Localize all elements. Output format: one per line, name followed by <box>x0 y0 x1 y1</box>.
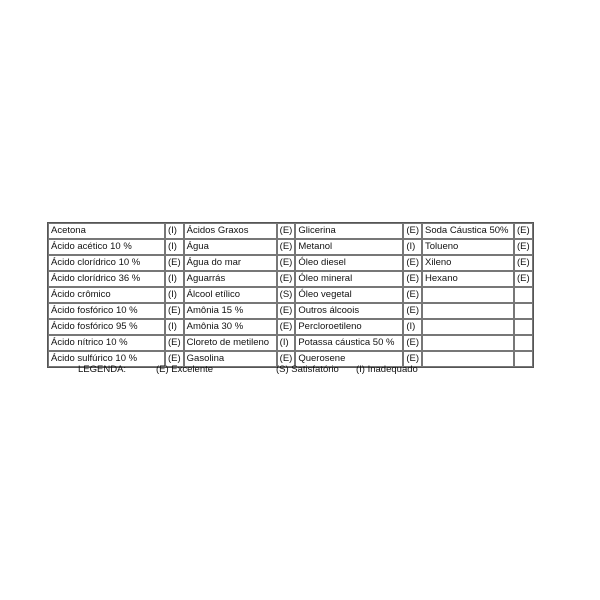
resistance-rating-cell: (E) <box>165 335 184 351</box>
chemical-name-cell: Ácido fosfórico 10 % <box>48 303 165 319</box>
chemical-name-cell: Hexano <box>422 271 514 287</box>
resistance-rating-cell: (E) <box>277 223 296 239</box>
resistance-rating-cell: (E) <box>277 319 296 335</box>
resistance-rating-cell: (E) <box>277 255 296 271</box>
resistance-rating-cell: (I) <box>165 239 184 255</box>
resistance-rating-cell: (E) <box>403 303 422 319</box>
table-row <box>48 239 533 255</box>
chemical-name-cell: Cloreto de metileno <box>184 335 277 351</box>
resistance-rating-cell: (E) <box>514 271 533 287</box>
chemical-name-cell: Acetona <box>48 223 165 239</box>
resistance-rating-cell: (E) <box>165 303 184 319</box>
resistance-rating-cell: (E) <box>165 255 184 271</box>
table-row <box>48 255 533 271</box>
table-row <box>48 287 533 303</box>
resistance-rating-cell: (E) <box>514 255 533 271</box>
table-row <box>48 271 533 287</box>
chemical-name-cell: Óleo mineral <box>295 271 403 287</box>
resistance-rating-cell: (E) <box>514 239 533 255</box>
resistance-rating-cell: (I) <box>165 319 184 335</box>
chemical-name-cell: Água do mar <box>184 255 277 271</box>
resistance-rating-cell <box>514 351 533 367</box>
resistance-rating-cell: (E) <box>514 223 533 239</box>
resistance-rating-cell: (E) <box>277 303 296 319</box>
chemical-name-cell <box>422 287 514 303</box>
chemical-name-cell: Tolueno <box>422 239 514 255</box>
resistance-rating-cell: (I) <box>403 239 422 255</box>
chemical-name-cell: Xileno <box>422 255 514 271</box>
resistance-rating-cell <box>514 335 533 351</box>
chemical-resistance-table <box>47 222 534 368</box>
resistance-rating-cell: (E) <box>403 351 422 367</box>
resistance-rating-cell <box>514 287 533 303</box>
chemical-name-cell: Glicerina <box>295 223 403 239</box>
chemical-name-cell <box>422 319 514 335</box>
resistance-rating-cell: (E) <box>403 223 422 239</box>
resistance-rating-cell: (I) <box>165 287 184 303</box>
chemical-name-cell: Ácido clorídrico 10 % <box>48 255 165 271</box>
legend-title: LEGENDA: <box>78 364 127 375</box>
resistance-rating-cell: (E) <box>277 271 296 287</box>
legend-satisfatorio: (S) Satisfatório <box>276 364 339 375</box>
chemical-name-cell: Óleo diesel <box>295 255 403 271</box>
chemical-name-cell: Outros álcoois <box>295 303 403 319</box>
chemical-name-cell: Aguarrás <box>184 271 277 287</box>
chemical-name-cell: Ácido sulfúrico 10 % <box>48 351 165 367</box>
chemical-name-cell: Gasolina <box>184 351 277 367</box>
chemical-name-cell: Óleo vegetal <box>295 287 403 303</box>
chemical-name-cell: Percloroetileno <box>295 319 403 335</box>
resistance-rating-cell <box>514 319 533 335</box>
chemical-name-cell <box>422 303 514 319</box>
resistance-rating-cell: (E) <box>403 255 422 271</box>
resistance-rating-cell: (S) <box>277 287 296 303</box>
chemical-name-cell: Soda Cáustica 50% <box>422 223 514 239</box>
chemical-name-cell: Metanol <box>295 239 403 255</box>
resistance-rating-cell: (I) <box>403 319 422 335</box>
resistance-rating-cell: (E) <box>277 239 296 255</box>
chemical-name-cell <box>422 351 514 367</box>
chemical-name-cell: Ácido clorídrico 36 % <box>48 271 165 287</box>
table-row <box>48 303 533 319</box>
chemical-name-cell: Amônia 15 % <box>184 303 277 319</box>
table-row <box>48 223 533 239</box>
chemical-name-cell: Ácido crômico <box>48 287 165 303</box>
chemical-name-cell: Potassa cáustica 50 % <box>295 335 403 351</box>
resistance-rating-cell: (I) <box>165 271 184 287</box>
chemical-name-cell: Amônia 30 % <box>184 319 277 335</box>
resistance-rating-cell: (E) <box>403 287 422 303</box>
resistance-rating-cell: (E) <box>277 351 296 367</box>
resistance-rating-cell: (I) <box>165 223 184 239</box>
resistance-rating-cell: (I) <box>277 335 296 351</box>
chemical-name-cell: Ácido fosfórico 95 % <box>48 319 165 335</box>
chemical-name-cell: Ácidos Graxos <box>184 223 277 239</box>
chemical-name-cell <box>422 335 514 351</box>
table-row <box>48 335 533 351</box>
resistance-rating-cell: (E) <box>403 271 422 287</box>
chemical-name-cell: Querosene <box>295 351 403 367</box>
table-body <box>48 223 533 367</box>
legend-inadequado: (I) Inadequado <box>356 364 418 375</box>
chemical-name-cell: Ácido acético 10 % <box>48 239 165 255</box>
resistance-rating-cell: (E) <box>165 351 184 367</box>
legend-excelente: (E) Excelente <box>156 364 214 375</box>
chemical-name-cell: Álcool etílico <box>184 287 277 303</box>
resistance-rating-cell <box>514 303 533 319</box>
chemical-name-cell: Ácido nítrico 10 % <box>48 335 165 351</box>
resistance-rating-cell: (E) <box>403 335 422 351</box>
chemical-name-cell: Água <box>184 239 277 255</box>
table-row <box>48 319 533 335</box>
